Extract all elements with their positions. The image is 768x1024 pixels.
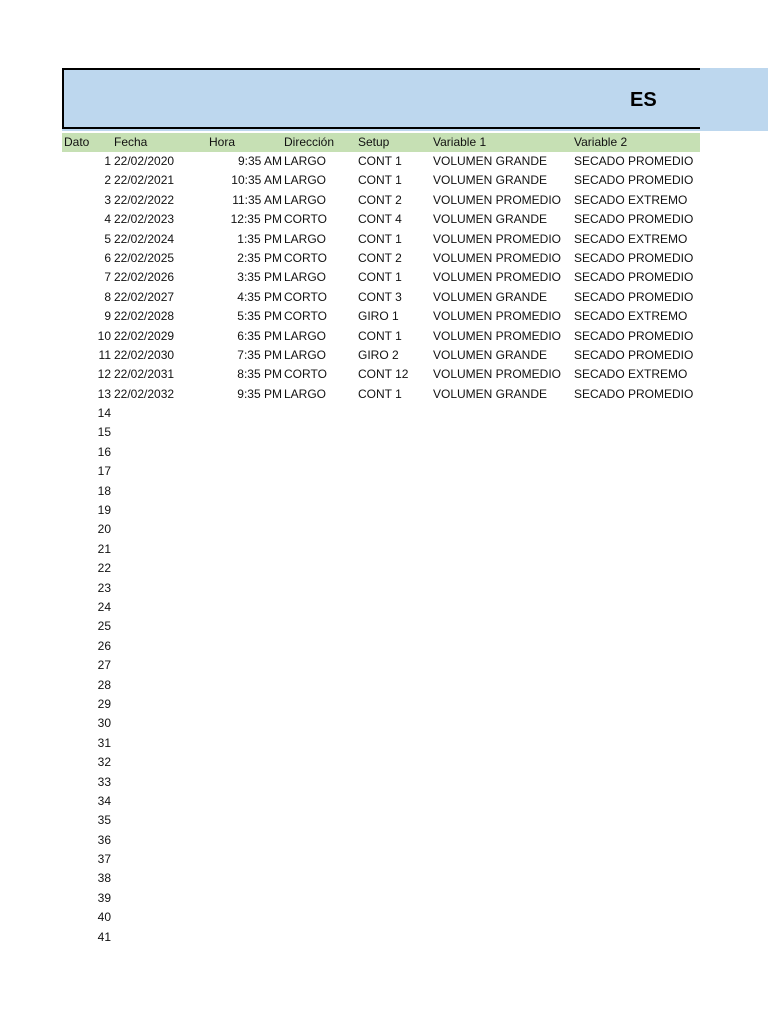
table-row: [0, 501, 768, 520]
cell-fecha[interactable]: 22/02/2024: [114, 231, 175, 246]
data-table-body: [0, 152, 768, 947]
table-row: [0, 191, 768, 210]
cell-variable2[interactable]: SECADO EXTREMO: [574, 367, 688, 382]
cell-direccion[interactable]: LARGO: [284, 270, 327, 285]
cell-dato[interactable]: 26: [97, 638, 111, 653]
header-variable1[interactable]: Variable 1: [433, 135, 487, 149]
cell-direccion[interactable]: LARGO: [284, 347, 327, 362]
table-row: [0, 889, 768, 908]
cell-variable1[interactable]: VOLUMEN GRANDE: [433, 173, 548, 188]
cell-dato[interactable]: 35: [97, 813, 111, 828]
cell-dato[interactable]: 40: [97, 910, 111, 925]
cell-fecha[interactable]: 22/02/2029: [114, 328, 175, 343]
cell-hora[interactable]: 12:35 PM: [230, 212, 282, 227]
table-row: [0, 482, 768, 501]
cell-dato[interactable]: 20: [97, 522, 111, 537]
table-row: [0, 520, 768, 539]
cell-hora[interactable]: 11:35 AM: [232, 192, 282, 207]
cell-variable1[interactable]: VOLUMEN PROMEDIO: [433, 192, 562, 207]
table-row: [0, 773, 768, 792]
cell-dato[interactable]: 32: [97, 755, 111, 770]
cell-dato[interactable]: 12: [97, 367, 111, 382]
cell-fecha[interactable]: 22/02/2020: [114, 154, 175, 168]
cell-hora[interactable]: 7:35 PM: [237, 347, 282, 362]
header-direccion[interactable]: Dirección: [284, 135, 335, 149]
cell-hora[interactable]: 5:35 PM: [237, 309, 282, 324]
cell-dato[interactable]: 41: [97, 929, 111, 944]
cell-fecha[interactable]: 22/02/2031: [114, 367, 175, 382]
cell-hora[interactable]: 3:35 PM: [237, 270, 282, 285]
header-hora[interactable]: Hora: [209, 135, 236, 149]
cell-direccion[interactable]: CORTO: [284, 309, 327, 324]
cell-variable2[interactable]: SECADO PROMEDIO: [574, 173, 694, 188]
cell-variable1[interactable]: VOLUMEN GRANDE: [433, 347, 548, 362]
cell-hora[interactable]: 6:35 PM: [237, 328, 282, 343]
cell-dato[interactable]: 30: [97, 716, 111, 731]
cell-variable1[interactable]: VOLUMEN GRANDE: [433, 289, 548, 304]
cell-fecha[interactable]: 22/02/2028: [114, 309, 175, 324]
cell-hora[interactable]: 9:35 AM: [237, 154, 282, 168]
table-row: [0, 365, 768, 384]
table-row: [0, 210, 768, 229]
cell-dato[interactable]: 22: [97, 561, 111, 576]
cell-setup[interactable]: CONT 1: [358, 173, 402, 188]
cell-dato[interactable]: 39: [97, 890, 111, 905]
cell-fecha[interactable]: 22/02/2022: [114, 192, 175, 207]
cell-variable2[interactable]: SECADO EXTREMO: [574, 192, 688, 207]
cell-dato[interactable]: 24: [97, 599, 111, 614]
title-banner-border: [62, 68, 700, 129]
cell-variable1[interactable]: VOLUMEN PROMEDIO: [433, 250, 562, 265]
cell-variable2[interactable]: SECADO PROMEDIO: [574, 328, 694, 343]
table-row: [0, 423, 768, 442]
cell-variable2[interactable]: SECADO EXTREMO: [574, 231, 688, 246]
cell-setup[interactable]: GIRO 2: [358, 347, 399, 362]
cell-variable1[interactable]: VOLUMEN GRANDE: [433, 212, 548, 227]
cell-dato[interactable]: 33: [97, 774, 111, 789]
cell-setup[interactable]: CONT 1: [358, 328, 402, 343]
cell-variable2[interactable]: SECADO PROMEDIO: [574, 212, 694, 227]
cell-setup[interactable]: CONT 2: [358, 192, 402, 207]
cell-dato[interactable]: 11: [98, 347, 111, 362]
cell-dato[interactable]: 5: [104, 231, 111, 246]
cell-dato[interactable]: 29: [97, 696, 111, 711]
cell-hora[interactable]: 4:35 PM: [237, 289, 282, 304]
cell-dato[interactable]: 37: [97, 852, 111, 867]
cell-dato[interactable]: 1: [104, 154, 111, 168]
cell-variable2[interactable]: SECADO PROMEDIO: [574, 386, 694, 401]
cell-direccion[interactable]: LARGO: [284, 192, 327, 207]
cell-dato[interactable]: 6: [104, 250, 111, 265]
cell-dato[interactable]: 27: [97, 658, 111, 673]
cell-hora[interactable]: 2:35 PM: [237, 250, 282, 265]
cell-dato[interactable]: 13: [97, 386, 111, 401]
table-row: [0, 792, 768, 811]
cell-variable1[interactable]: VOLUMEN PROMEDIO: [433, 231, 562, 246]
cell-dato[interactable]: 9: [104, 309, 111, 324]
cell-direccion[interactable]: CORTO: [284, 212, 327, 227]
cell-setup[interactable]: CONT 2: [358, 250, 402, 265]
table-row: [0, 656, 768, 675]
cell-hora[interactable]: 9:35 PM: [237, 386, 282, 401]
cell-dato[interactable]: 31: [97, 735, 111, 750]
cell-dato[interactable]: 17: [97, 464, 111, 479]
cell-hora[interactable]: 1:35 PM: [237, 231, 282, 246]
cell-hora[interactable]: 10:35 AM: [231, 173, 282, 188]
cell-dato[interactable]: 15: [97, 425, 111, 440]
cell-variable1[interactable]: VOLUMEN GRANDE: [433, 386, 548, 401]
cell-dato[interactable]: 25: [97, 619, 111, 634]
cell-setup[interactable]: CONT 1: [358, 386, 402, 401]
cell-setup[interactable]: CONT 4: [358, 212, 402, 227]
table-row: [0, 559, 768, 578]
cell-variable1[interactable]: VOLUMEN PROMEDIO: [433, 270, 562, 285]
cell-dato[interactable]: 7: [104, 270, 111, 285]
cell-setup[interactable]: GIRO 1: [358, 309, 399, 324]
table-row: [0, 811, 768, 830]
header-dato[interactable]: Dato: [64, 135, 90, 149]
table-row: [0, 734, 768, 753]
cell-fecha[interactable]: 22/02/2027: [114, 289, 175, 304]
cell-setup[interactable]: CONT 1: [358, 270, 402, 285]
cell-variable2[interactable]: SECADO EXTREMO: [574, 309, 688, 324]
cell-variable2[interactable]: SECADO PROMEDIO: [574, 289, 694, 304]
table-row: [0, 676, 768, 695]
cell-dato[interactable]: 14: [97, 406, 111, 421]
table-row: [0, 579, 768, 598]
cell-dato[interactable]: 28: [97, 677, 111, 692]
banner-title: ES: [630, 89, 657, 111]
cell-variable1[interactable]: VOLUMEN PROMEDIO: [433, 367, 562, 382]
cell-dato[interactable]: 10: [97, 328, 111, 343]
table-row: [0, 617, 768, 636]
cell-fecha[interactable]: 22/02/2021: [114, 173, 175, 188]
cell-fecha[interactable]: 22/02/2030: [114, 347, 175, 362]
cell-direccion[interactable]: CORTO: [284, 367, 327, 382]
cell-setup[interactable]: CONT 1: [358, 154, 402, 168]
cell-variable2[interactable]: SECADO PROMEDIO: [574, 250, 694, 265]
table-row: [0, 637, 768, 656]
cell-variable1[interactable]: VOLUMEN PROMEDIO: [433, 309, 562, 324]
cell-hora[interactable]: 8:35 PM: [237, 367, 282, 382]
cell-dato[interactable]: 21: [97, 541, 111, 556]
header-fecha[interactable]: Fecha: [114, 135, 148, 149]
table-row: [0, 540, 768, 559]
table-row: [0, 928, 768, 947]
cell-dato[interactable]: 19: [97, 503, 111, 518]
cell-variable2[interactable]: SECADO PROMEDIO: [574, 347, 694, 362]
table-row: [0, 385, 768, 404]
table-row: [0, 152, 768, 171]
cell-direccion[interactable]: LARGO: [284, 154, 327, 168]
cell-variable2[interactable]: SECADO PROMEDIO: [574, 154, 694, 168]
cell-direccion[interactable]: LARGO: [284, 173, 327, 188]
table-row: [0, 230, 768, 249]
header-setup[interactable]: Setup: [358, 135, 390, 149]
table-row: [0, 869, 768, 888]
cell-direccion[interactable]: LARGO: [284, 231, 327, 246]
cell-dato[interactable]: 34: [97, 793, 111, 808]
cell-fecha[interactable]: 22/02/2025: [114, 250, 175, 265]
cell-dato[interactable]: 18: [97, 483, 111, 498]
cell-dato[interactable]: 23: [97, 580, 111, 595]
cell-setup[interactable]: CONT 12: [358, 367, 409, 382]
cell-dato[interactable]: 38: [97, 871, 111, 886]
cell-dato[interactable]: 8: [104, 289, 111, 304]
table-row: [0, 598, 768, 617]
cell-direccion[interactable]: LARGO: [284, 328, 327, 343]
cell-direccion[interactable]: CORTO: [284, 250, 327, 265]
cell-setup[interactable]: CONT 1: [358, 231, 402, 246]
table-row: [0, 714, 768, 733]
cell-dato[interactable]: 36: [97, 832, 111, 847]
table-row: [0, 171, 768, 190]
cell-dato[interactable]: 16: [97, 444, 111, 459]
cell-fecha[interactable]: 22/02/2032: [114, 386, 175, 401]
table-row: [0, 831, 768, 850]
cell-fecha[interactable]: 22/02/2023: [114, 212, 175, 227]
cell-dato[interactable]: 4: [104, 212, 111, 227]
table-row: [0, 268, 768, 287]
header-variable2[interactable]: Variable 2: [574, 135, 628, 149]
cell-direccion[interactable]: CORTO: [284, 289, 327, 304]
cell-variable1[interactable]: VOLUMEN GRANDE: [433, 154, 548, 168]
cell-direccion[interactable]: LARGO: [284, 386, 327, 401]
table-row: [0, 249, 768, 268]
cell-dato[interactable]: 3: [104, 192, 111, 207]
table-row: [0, 288, 768, 307]
table-row: [0, 462, 768, 481]
table-row: [0, 346, 768, 365]
table-row: [0, 404, 768, 423]
table-row: [0, 908, 768, 927]
table-row: [0, 850, 768, 869]
cell-fecha[interactable]: 22/02/2026: [114, 270, 175, 285]
cell-dato[interactable]: 2: [104, 173, 111, 188]
table-row: [0, 327, 768, 346]
table-row: [0, 443, 768, 462]
table-row: [0, 307, 768, 326]
cell-variable1[interactable]: VOLUMEN PROMEDIO: [433, 328, 562, 343]
table-row: [0, 695, 768, 714]
table-row: [0, 753, 768, 772]
cell-setup[interactable]: CONT 3: [358, 289, 402, 304]
cell-variable2[interactable]: SECADO PROMEDIO: [574, 270, 694, 285]
